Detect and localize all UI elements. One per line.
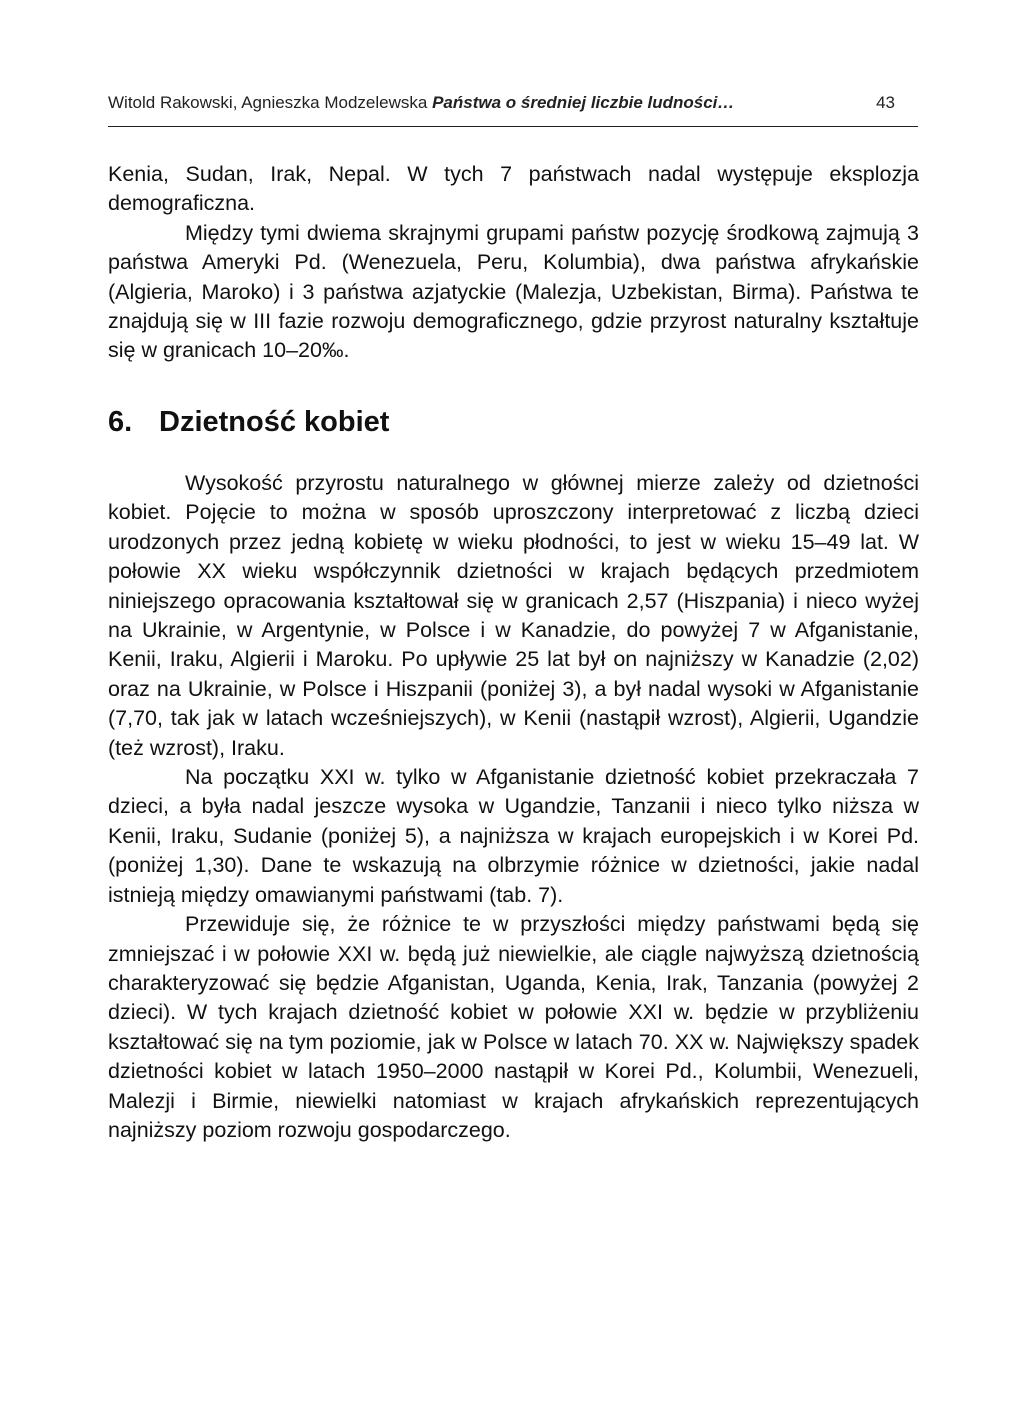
running-header [108, 91, 918, 115]
section-heading [108, 402, 389, 442]
header-divider [108, 126, 918, 127]
header-authors: Witold Rakowski, Agnieszka Modzelewska [108, 93, 428, 112]
body-paragraph: Wysokość przyrostu naturalnego w głównej mierze zależy od dzietności kobiet. Pojęcie to można w sposób uproszczony interpretować z liczbą dzieci urodzonych przez jedną kobietę w wieku płodności, to jest w wieku 15–49 lat. W połowie XX wieku współczynnik dzietności w krajach będących przedmiotem niniejszego opracowania kształtował się w granicach 2,57 (Hiszpania) i nieco wyżej na Ukrainie, w Argentynie, w Polsce i w Kanadzie, do powyżej 7 w Afganistanie, Kenii, Iraku, Algierii i Maroku. Po upływie 25 lat był on najniższy w Kanadzie (2,02) oraz na Ukrainie, w Polsce i Hiszpanii (poniżej 3), a był nadal wysoki w Afganistanie (7,70, tak jak w latach wcześniejszych), w Kenii (nastąpił wzrost), Algierii, Ugandzie (też wzrost), Iraku. [108, 471, 919, 760]
intro-text-block [108, 160, 919, 366]
page-number: 43 [876, 93, 895, 112]
section-number: 6. [108, 406, 133, 438]
header-book-title: Państwa o średniej liczbie ludności… [432, 93, 735, 112]
body-paragraph: Na początku XXI w. tylko w Afganistanie dzietność kobiet przekraczała 7 dzieci, a była nadal jeszcze wysoka w Ugandzie, Tanzanii i nieco tylko niższa w Kenii, Iraku, Sudanie (poniżej 5), a najniższa w krajach europejskich i w Korei Pd. (poniżej 1,30). Dane te wskazują na olbrzymie różnice w dzietności, jakie nadal istnieją między omawianymi państwami (tab. 7). [108, 765, 919, 907]
body-paragraph: Kenia, Sudan, Irak, Nepal. W tych 7 państwach nadal występuje eksplozja demograficzna. [108, 162, 919, 216]
body-paragraph: Między tymi dwiema skrajnymi grupami państw pozycję środkową zajmują 3 państwa Ameryki Pd. (Wenezuela, Peru, Kolumbia), dwa państwa afrykańskie (Algieria, Maroko) i 3 państwa azjatyckie (Malezja, Uzbekistan, Birma). Państwa te znajdują się w III fazie rozwoju demograficznego, gdzie przyrost naturalny kształtuje się w granicach 10–20‰. [108, 220, 919, 363]
section-text-block [108, 469, 919, 1145]
body-paragraph: Przewiduje się, że różnice te w przyszłości między państwami będą się zmniejszać i w połowie XXI w. będą już niewielkie, ale ciągle najwyższą dzietnością charakteryzować się będzie Afganistan, Uganda, Kenia, Irak, Tanzania (powyżej 2 dzieci). W tych krajach dzietność kobiet w połowie XXI w. będzie w przybliżeniu kształtować się na tym poziomie, jak w Polsce w latach 70. XX w. Największy spadek dzietności kobiet w latach 1950–2000 nastąpił w Korei Pd., Kolumbii, Wenezueli, Malezji i Birmie, niewielki natomiast w krajach afrykańskich reprezentujących najniższy poziom rozwoju gospodarczego. [108, 912, 919, 1142]
section-title: Dzietność kobiet [159, 406, 390, 438]
